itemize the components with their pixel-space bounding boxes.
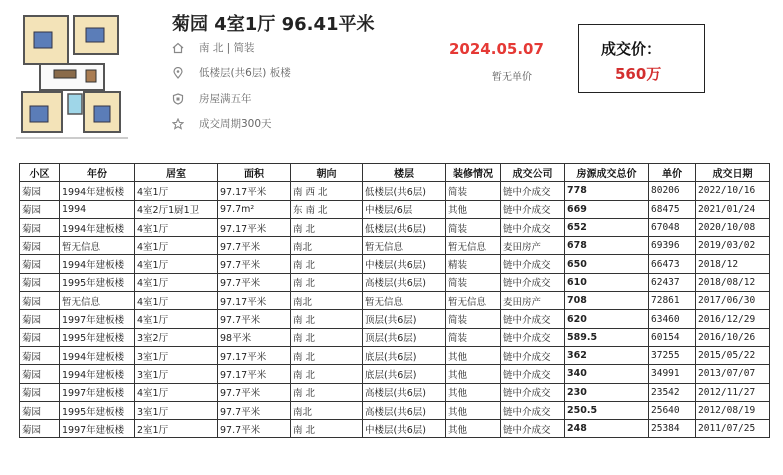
cell-community: 菊园 [20, 182, 60, 200]
header-orientation: 朝向 [291, 164, 363, 182]
cell-unit-price: 25384 [649, 420, 696, 438]
cell-year: 1997年建板楼 [60, 310, 135, 328]
cell-community: 菊园 [20, 292, 60, 310]
cell-orientation: 南北 [291, 237, 363, 255]
cell-orientation: 南 西 北 [291, 182, 363, 200]
cell-floor: 高楼层(共6层) [363, 401, 446, 419]
cell-year: 1997年建板楼 [60, 420, 135, 438]
header-deal-date: 成交日期 [696, 164, 770, 182]
cell-floor: 暂无信息 [363, 292, 446, 310]
cell-deal-date: 2011/07/25 [696, 420, 770, 438]
cell-floor: 暂无信息 [363, 237, 446, 255]
cell-rooms: 4室1厅 [135, 310, 218, 328]
cell-decoration: 其他 [446, 365, 501, 383]
cell-deal-date: 2021/01/24 [696, 200, 770, 218]
cell-year: 1995年建板楼 [60, 401, 135, 419]
cell-deal-date: 2019/03/02 [696, 237, 770, 255]
cell-unit-price: 60154 [649, 328, 696, 346]
cell-company: 链中介成交 [501, 346, 565, 364]
cell-area: 97.7m² [218, 200, 291, 218]
cell-community: 菊园 [20, 346, 60, 364]
cell-community: 菊园 [20, 383, 60, 401]
cell-orientation: 南 北 [291, 328, 363, 346]
deal-price-label: 成交价： [601, 40, 662, 58]
header-area: 面积 [218, 164, 291, 182]
cell-year: 1994 [60, 200, 135, 218]
cell-decoration: 简装 [446, 182, 501, 200]
cell-unit-price: 63460 [649, 310, 696, 328]
cell-area: 97.7平米 [218, 237, 291, 255]
cell-floor: 高楼层(共6层) [363, 383, 446, 401]
table-row [20, 346, 770, 364]
orientation-text: 南 北 | 简装 [199, 42, 255, 54]
orientation-row [172, 40, 255, 55]
cell-floor: 低楼层(共6层) [363, 182, 446, 200]
cell-rooms: 3室1厅 [135, 401, 218, 419]
cell-rooms: 3室1厅 [135, 365, 218, 383]
cell-deal-date: 2017/06/30 [696, 292, 770, 310]
table-row [20, 292, 770, 310]
cell-company: 链中介成交 [501, 200, 565, 218]
cell-deal-date: 2012/08/19 [696, 401, 770, 419]
cell-orientation: 南 北 [291, 273, 363, 291]
cell-floor: 低楼层(共6层) [363, 218, 446, 236]
cell-total-price: 669 [565, 200, 649, 218]
cell-area: 97.17平米 [218, 218, 291, 236]
cell-deal-date: 2013/07/07 [696, 365, 770, 383]
shield-icon [172, 93, 184, 105]
cell-total-price: 589.5 [565, 328, 649, 346]
cell-community: 菊园 [20, 365, 60, 383]
unit-price-note: 暂无单价 [492, 72, 532, 83]
cell-rooms: 3室2厅 [135, 328, 218, 346]
cell-community: 菊园 [20, 237, 60, 255]
cell-decoration: 暂无信息 [446, 292, 501, 310]
cell-orientation: 南北 [291, 292, 363, 310]
cell-total-price: 250.5 [565, 401, 649, 419]
cell-rooms: 4室1厅 [135, 182, 218, 200]
cell-unit-price: 66473 [649, 255, 696, 273]
cell-unit-price: 23542 [649, 383, 696, 401]
cell-orientation: 南 北 [291, 255, 363, 273]
cell-area: 97.7平米 [218, 273, 291, 291]
cell-area: 97.7平米 [218, 401, 291, 419]
cell-company: 链中介成交 [501, 182, 565, 200]
cell-unit-price: 67048 [649, 218, 696, 236]
cell-total-price: 708 [565, 292, 649, 310]
cell-community: 菊园 [20, 218, 60, 236]
cell-decoration: 简装 [446, 273, 501, 291]
cell-area: 97.7平米 [218, 310, 291, 328]
cell-orientation: 南北 [291, 401, 363, 419]
cell-total-price: 652 [565, 218, 649, 236]
cell-rooms: 4室2厅1厨1卫 [135, 200, 218, 218]
location-icon [172, 67, 184, 79]
cell-area: 97.7平米 [218, 420, 291, 438]
cell-area: 97.7平米 [218, 383, 291, 401]
cell-deal-date: 2018/12 [696, 255, 770, 273]
cell-deal-date: 2020/10/08 [696, 218, 770, 236]
cell-deal-date: 2016/12/29 [696, 310, 770, 328]
cell-community: 菊园 [20, 401, 60, 419]
cell-area: 97.17平米 [218, 182, 291, 200]
star-icon [172, 118, 184, 130]
cell-unit-price: 34991 [649, 365, 696, 383]
cell-total-price: 678 [565, 237, 649, 255]
cell-floor: 顶层(共6层) [363, 310, 446, 328]
cell-decoration: 暂无信息 [446, 237, 501, 255]
cell-rooms: 4室1厅 [135, 237, 218, 255]
cell-year: 1994年建板楼 [60, 255, 135, 273]
cell-total-price: 362 [565, 346, 649, 364]
table-row [20, 383, 770, 401]
cell-unit-price: 68475 [649, 200, 696, 218]
cell-company: 链中介成交 [501, 365, 565, 383]
cell-community: 菊园 [20, 273, 60, 291]
table-row [20, 310, 770, 328]
cell-unit-price: 62437 [649, 273, 696, 291]
cell-area: 97.17平米 [218, 346, 291, 364]
floor-plan-image [16, 12, 128, 140]
cell-deal-date: 2012/11/27 [696, 383, 770, 401]
table-row [20, 273, 770, 291]
cell-orientation: 南 北 [291, 218, 363, 236]
cell-rooms: 3室1厅 [135, 346, 218, 364]
transaction-table [19, 163, 770, 438]
cell-company: 链中介成交 [501, 310, 565, 328]
ownership-text: 房屋满五年 [199, 93, 252, 105]
cell-company: 链中介成交 [501, 218, 565, 236]
cell-community: 菊园 [20, 310, 60, 328]
cell-floor: 顶层(共6层) [363, 328, 446, 346]
cell-decoration: 其他 [446, 401, 501, 419]
cell-decoration: 其他 [446, 200, 501, 218]
cell-rooms: 2室1厅 [135, 420, 218, 438]
cell-total-price: 778 [565, 182, 649, 200]
cell-company: 链中介成交 [501, 255, 565, 273]
cell-unit-price: 25640 [649, 401, 696, 419]
deal-price-box [578, 24, 705, 93]
deal-price-value: 560万 [615, 65, 662, 83]
table-row [20, 328, 770, 346]
header-year: 年份 [60, 164, 135, 182]
cell-company: 链中介成交 [501, 383, 565, 401]
table-row [20, 255, 770, 273]
cell-orientation: 南 北 [291, 420, 363, 438]
cell-company: 链中介成交 [501, 401, 565, 419]
cell-total-price: 340 [565, 365, 649, 383]
cell-rooms: 4室1厅 [135, 383, 218, 401]
cell-year: 1995年建板楼 [60, 273, 135, 291]
cell-floor: 中楼层/6层 [363, 200, 446, 218]
cell-floor: 中楼层(共6层) [363, 255, 446, 273]
cell-year: 1995年建板楼 [60, 328, 135, 346]
cell-decoration: 其他 [446, 346, 501, 364]
cell-decoration: 其他 [446, 420, 501, 438]
cell-deal-date: 2016/10/26 [696, 328, 770, 346]
cell-orientation: 南 北 [291, 346, 363, 364]
header-company: 成交公司 [501, 164, 565, 182]
cell-unit-price: 37255 [649, 346, 696, 364]
deal-date: 2024.05.07 [449, 40, 544, 58]
cell-floor: 底层(共6层) [363, 365, 446, 383]
cell-floor: 高楼层(共6层) [363, 273, 446, 291]
cell-community: 菊园 [20, 420, 60, 438]
cell-year: 暂无信息 [60, 292, 135, 310]
cell-rooms: 4室1厅 [135, 255, 218, 273]
cell-company: 麦田房产 [501, 292, 565, 310]
cell-unit-price: 72861 [649, 292, 696, 310]
table-row [20, 237, 770, 255]
cell-year: 1994年建板楼 [60, 218, 135, 236]
cell-deal-date: 2022/10/16 [696, 182, 770, 200]
cell-company: 链中介成交 [501, 328, 565, 346]
cell-year: 暂无信息 [60, 237, 135, 255]
cell-community: 菊园 [20, 328, 60, 346]
cell-total-price: 230 [565, 383, 649, 401]
cell-unit-price: 80206 [649, 182, 696, 200]
cell-orientation: 南 北 [291, 310, 363, 328]
cell-total-price: 650 [565, 255, 649, 273]
cell-area: 97.17平米 [218, 292, 291, 310]
cell-floor: 中楼层(共6层) [363, 420, 446, 438]
cell-year: 1994年建板楼 [60, 182, 135, 200]
cell-orientation: 南 北 [291, 365, 363, 383]
cell-year: 1994年建板楼 [60, 365, 135, 383]
cell-community: 菊园 [20, 255, 60, 273]
table-row [20, 218, 770, 236]
cycle-text: 成交周期300天 [199, 118, 272, 130]
cell-rooms: 4室1厅 [135, 218, 218, 236]
header-floor: 楼层 [363, 164, 446, 182]
floor-text: 低楼层(共6层) 板楼 [199, 67, 291, 79]
header-unit-price: 单价 [649, 164, 696, 182]
cell-year: 1997年建板楼 [60, 383, 135, 401]
cell-year: 1994年建板楼 [60, 346, 135, 364]
floor-row [172, 65, 291, 80]
cell-orientation: 东 南 北 [291, 200, 363, 218]
cycle-row [172, 116, 272, 131]
cell-community: 菊园 [20, 200, 60, 218]
cell-decoration: 简装 [446, 328, 501, 346]
table-row [20, 182, 770, 200]
cell-deal-date: 2018/08/12 [696, 273, 770, 291]
cell-total-price: 620 [565, 310, 649, 328]
cell-deal-date: 2015/05/22 [696, 346, 770, 364]
cell-decoration: 其他 [446, 383, 501, 401]
cell-total-price: 248 [565, 420, 649, 438]
home-icon [172, 42, 184, 54]
cell-rooms: 4室1厅 [135, 273, 218, 291]
cell-area: 98平米 [218, 328, 291, 346]
table-row [20, 420, 770, 438]
cell-company: 链中介成交 [501, 420, 565, 438]
table-row [20, 365, 770, 383]
cell-company: 链中介成交 [501, 273, 565, 291]
table-row [20, 200, 770, 218]
table-header-row [20, 164, 770, 182]
cell-decoration: 精装 [446, 255, 501, 273]
table-row [20, 401, 770, 419]
header-community: 小区 [20, 164, 60, 182]
cell-floor: 底层(共6层) [363, 346, 446, 364]
cell-rooms: 4室1厅 [135, 292, 218, 310]
cell-orientation: 南 北 [291, 383, 363, 401]
header-rooms: 居室 [135, 164, 218, 182]
cell-decoration: 简装 [446, 218, 501, 236]
cell-area: 97.17平米 [218, 365, 291, 383]
cell-unit-price: 69396 [649, 237, 696, 255]
cell-decoration: 简装 [446, 310, 501, 328]
ownership-row [172, 91, 252, 106]
cell-area: 97.7平米 [218, 255, 291, 273]
header-total-price: 房源成交总价 [565, 164, 649, 182]
listing-title: 菊园 4室1厅 96.41平米 [172, 14, 375, 35]
cell-total-price: 610 [565, 273, 649, 291]
cell-company: 麦田房产 [501, 237, 565, 255]
header-decoration: 装修情况 [446, 164, 501, 182]
